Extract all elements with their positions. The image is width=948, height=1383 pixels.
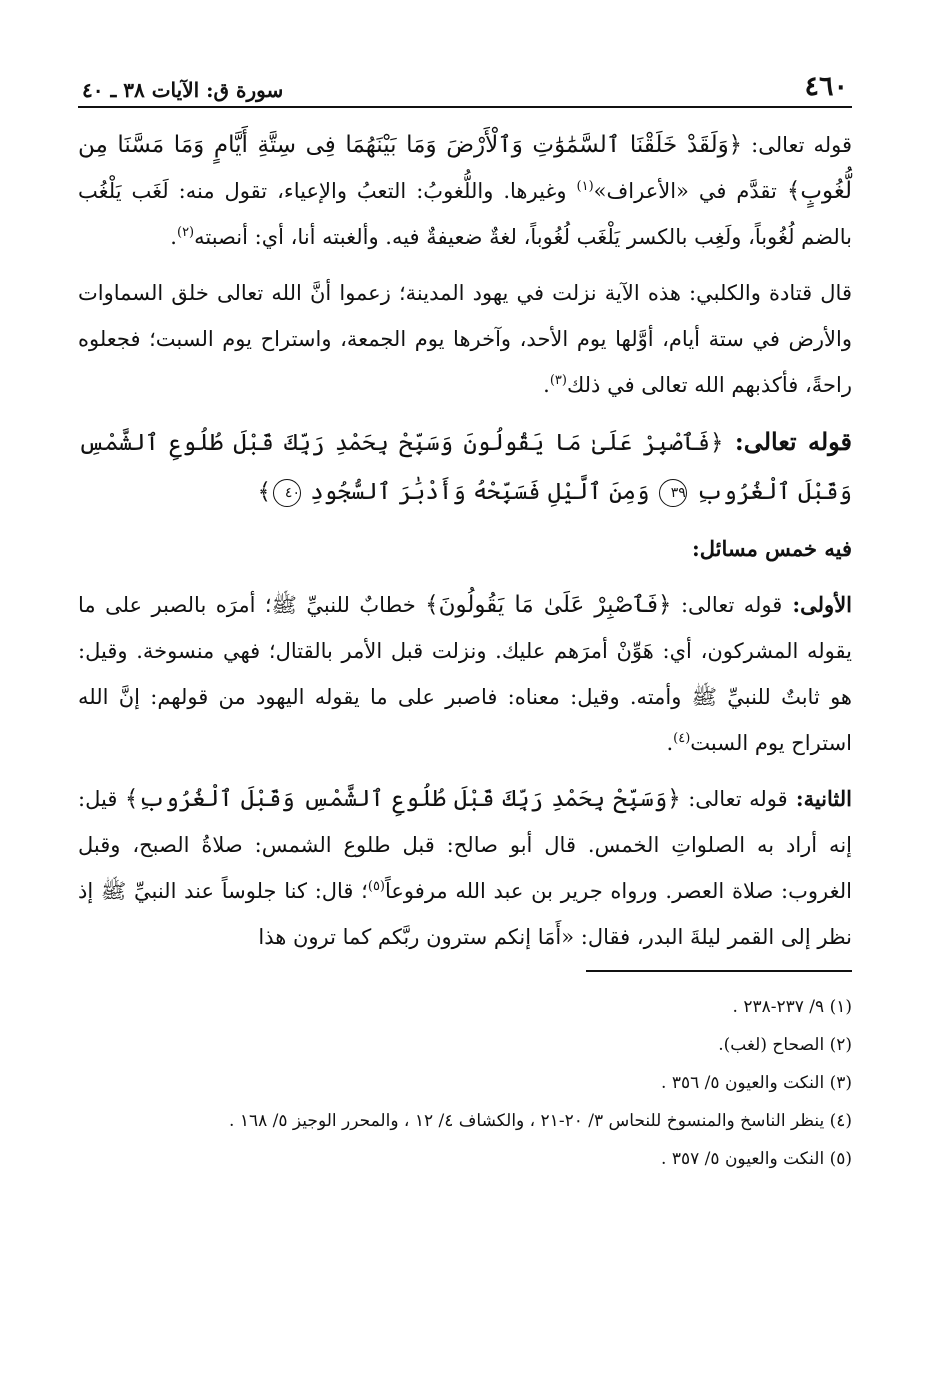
footnote-item: (٣) النكت والعيون ٥/ ٣٥٦ . [661,1073,852,1093]
footnotes [78,988,852,1178]
verse-intro: قوله تعالى: [742,133,852,157]
paragraph-qatada [78,270,852,408]
page-number: ٤٦٠ [804,71,848,102]
quran-verse: وَمِنَ ٱلَّيْلِ فَسَبِّحْهُ وَأَدْبَٰرَ ٱلسُّجُودِ [302,479,657,505]
paragraph-text: قيل: إنه أراد به الصلواتِ الخمس. قال أبو صالح: قبل طلوع الشمس: صلاةُ الصبح، وقبل الغروب: صلاة العصر. ورواه جرير بن عبد الله مرفوعاً [78,787,852,903]
page-body [78,122,852,960]
paragraph-text: . [543,373,550,397]
footnote-ref: (٣) [549,373,567,388]
footnote-ref: (١) [576,179,594,194]
paragraph-text: . [170,225,177,249]
verse-heading-intro: قوله تعالى: [723,427,853,456]
aya-number-marker: ٤٠ [273,479,301,507]
issue-first [78,582,852,766]
footnote-ref: (٥) [367,879,385,894]
issue-lead: الأولى: [782,592,852,617]
footnote-divider [586,970,852,972]
verse-intro: قوله تعالى: [680,787,788,811]
book-page [78,58,852,1178]
verse-heading [78,418,852,516]
footnote-item: (٤) ينظر الناسخ والمنسوخ للنحاس ٣/ ٢٠-٢١ ، والكشاف ٤/ ١٢ ، والمحرر الوجيز ٥/ ١٦٨ . [229,1111,852,1131]
footnote-item: (١) ٩/ ٢٣٧-٢٣٨ . [732,997,852,1017]
paragraph-text: . [666,731,674,755]
paragraph-text: تقدَّم في «الأعراف» [593,179,787,203]
quran-verse: ﴿وَسَبِّحْ بِحَمْدِ رَبِّكَ قَبْلَ طُلُوعِ ٱلشَّمْسِ وَقَبْلَ ٱلْغُرُوبِ﴾ [124,786,681,812]
verse-close-bracket: ﴾ [257,479,271,505]
issue-lead: الثانية: [787,786,853,811]
section-heading: فيه خمس مسائل: [691,536,852,561]
quran-verse: ﴿فَٱصْبِرْ عَلَىٰ مَا يَقُولُونَ﴾ [425,592,672,618]
page-header [78,58,852,108]
running-title: سورة ق: الآيات ٣٨ ـ ٤٠ [82,78,284,102]
footnote-item: (٢) الصحاح (لغب). [718,1035,852,1055]
paragraph-text: ؛ قال: كنا جلوساً عند النبيِّ ﷺ إذ نظر إلى القمر ليلةَ البدر، فقال: «أَمَا إنكم سترون ربَّكم كما ترون هذا [78,879,852,949]
footnote-ref: (٢) [176,225,195,240]
issue-second [78,776,852,960]
quran-verse: ﴿وَلَقَدْ خَلَقْنَا ٱلسَّمَٰوَٰتِ وَٱلْأَرْضَ وَمَا بَيْنَهُمَا فِى سِتَّةِ أَيَّامٍ وَمَا مَسَّنَا مِن لُّغُوبٍ﴾ [78,132,852,204]
quran-verse: ﴿فَٱصْبِرْ عَلَىٰ مَا يَقُولُونَ وَسَبِّحْ بِحَمْدِ رَبِّكَ قَبْلَ طُلُوعِ ٱلشَّمْسِ وَقَبْلَ ٱلْغُرُوبِ [78,430,852,505]
footnote-ref: (٤) [673,731,691,746]
aya-number-marker: ٣٩ [659,479,687,507]
footnote-item: (٥) النكت والعيون ٥/ ٣٥٧ . [661,1149,852,1169]
paragraph-text: خطابٌ للنبيِّ ﷺ؛ أمرَه بالصبر على ما يقوله المشركون، أي: هَوِّنْ أمرَهم عليك. ونزلت قبل الأمر بالقتال؛ فهي منسوخة. وقيل: هو ثابتٌ للنبيِّ ﷺ وأمته. وقيل: معناه: فاصبر على ما يقوله اليهود من قولهم: إنَّ الله استراح يوم السبت [78,593,852,755]
paragraph-text: وغيرها. واللُّغوبُ: التعبُ والإعياء، تقول منه: لَغَب يَلْغُب بالضم لُغُوباً، ولَغِب بالكسر يَلْغَب لُغُوباً، لغةٌ ضعيفةٌ فيه. وألغبته أنا، أي: أنصبته [78,179,852,249]
verse-intro: قوله تعالى: [671,593,783,617]
paragraph-lughub [78,122,852,260]
paragraph-text: قال قتادة والكلبي: هذه الآية نزلت في يهود المدينة؛ زعموا أنَّ الله تعالى خلق السماوات والأرض في ستة أيام، أوَّلها يوم الأحد، وآخرها يوم الجمعة، واستراح يوم السبت؛ فجعلوه راحةً، فأكذبهم الله تعالى في ذلك [78,281,853,397]
